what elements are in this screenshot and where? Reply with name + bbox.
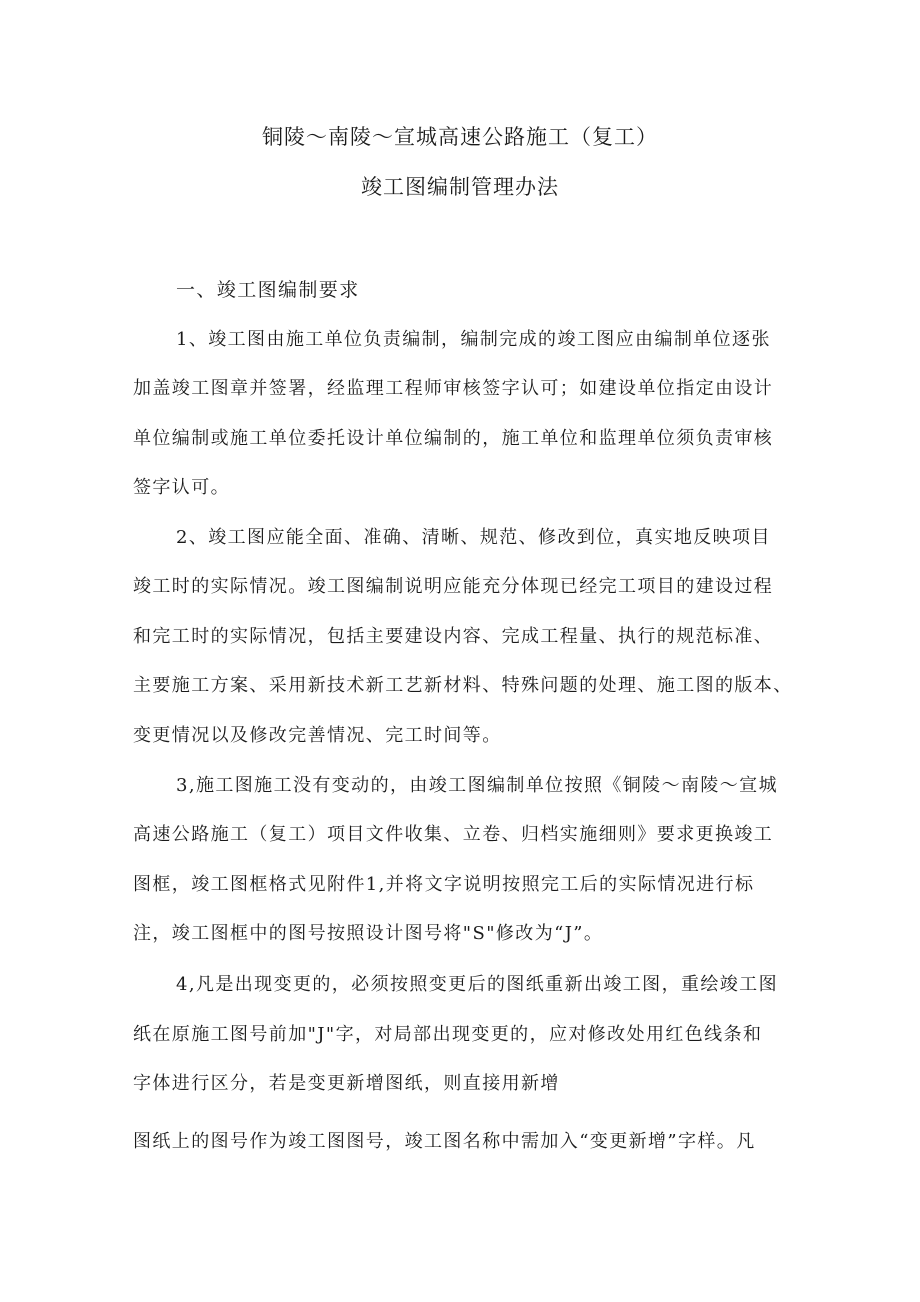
paragraph-2-line-1: 2、竣工图应能全面、准确、清晰、规范、修改到位，真实地反映项目 (176, 527, 771, 548)
paragraph-4-line-2: 纸在原施工图号前加"J"字，对局部出现变更的，应对修改处用红色线条和 (133, 1024, 763, 1045)
paragraph-3-line-2: 高速公路施工（复工）项目文件收集、立卷、归档实施细则》要求更换竣工 (133, 824, 774, 845)
paragraph-3-line-1: 3,施工图施工没有变动的，由竣工图编制单位按照《铜陵～南陵～宣城 (176, 775, 778, 796)
section-heading: 一、竣工图编制要求 (176, 279, 360, 301)
paragraph-1-line-2: 加盖竣工图章并签署，经监理工程师审核签字认可；如建设单位指定由设计 (133, 378, 774, 399)
paragraph-2-line-4: 主要施工方案、采用新技术新工艺新材料、特殊问题的处理、施工图的版本、 (133, 675, 793, 696)
paragraph-1-line-1: 1、竣工图由施工单位负责编制，编制完成的竣工图应由编制单位逐张 (176, 329, 771, 350)
paragraph-2-line-5: 变更情况以及修改完善情况、完工时间等。 (133, 725, 502, 746)
paragraph-4-line-1: 4,凡是出现变更的，必须按照变更后的图纸重新出竣工图，重绘竣工图 (176, 974, 778, 995)
paragraph-4-line-4: 图纸上的图号作为竣工图图号，竣工图名称中需加入“变更新增”字样。凡 (133, 1131, 756, 1152)
paragraph-2-line-3: 和完工时的实际情况，包括主要建设内容、完成工程量、执行的规范标准、 (133, 626, 774, 647)
document-title-line-2: 竣工图编制管理办法 (361, 175, 559, 199)
paragraph-3-line-3: 图框，竣工图框格式见附件1,并将文字说明按照完工后的实际情况进行标 (133, 874, 755, 895)
paragraph-4-line-3: 字体进行区分，若是变更新增图纸，则直接用新增 (133, 1073, 560, 1094)
paragraph-3-line-4: 注，竣工图框中的图号按照设计图号将"S"修改为“J”。 (133, 923, 604, 944)
paragraph-1-line-4: 签字认可。 (133, 477, 230, 498)
paragraph-1-line-3: 单位编制或施工单位委托设计单位编制的，施工单位和监理单位须负责审核 (133, 428, 774, 449)
paragraph-2-line-2: 竣工时的实际情况。竣工图编制说明应能充分体现已经完工项目的建设过程 (133, 576, 774, 597)
document-title-line-1: 铜陵～南陵～宣城高速公路施工（复工） (262, 125, 658, 149)
